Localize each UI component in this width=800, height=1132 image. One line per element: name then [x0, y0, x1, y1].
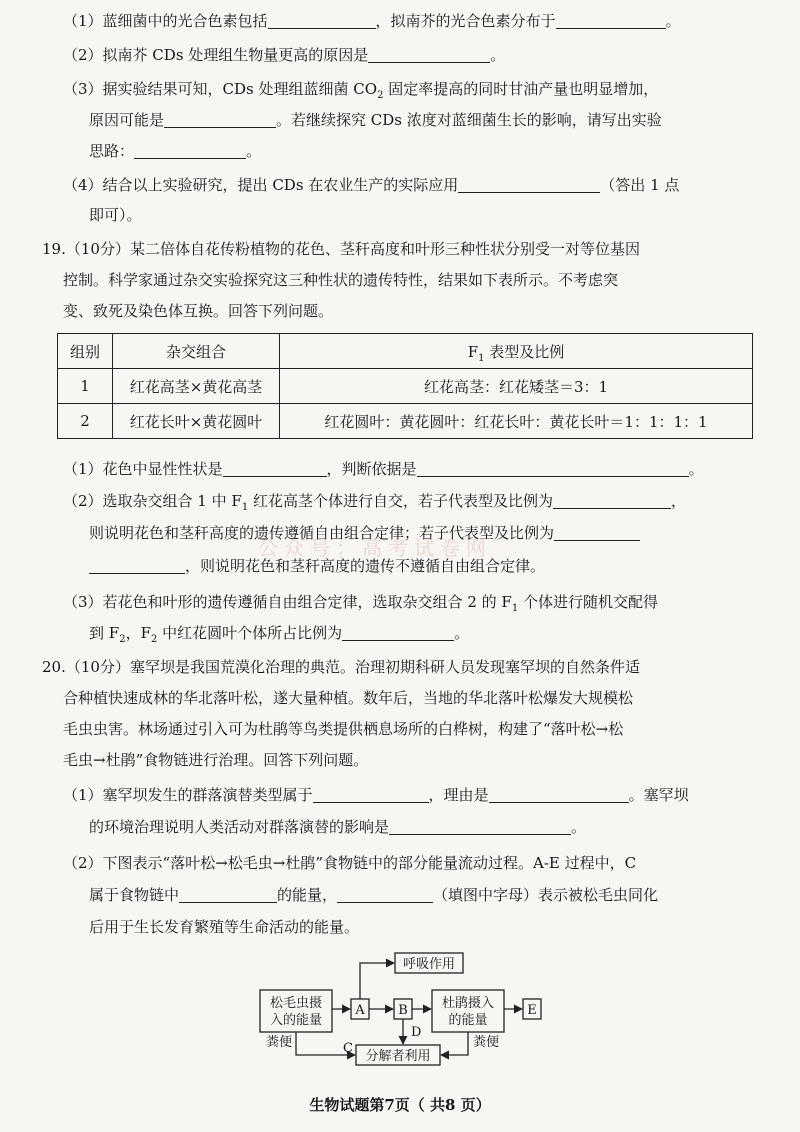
cuckoo-label-line1: 杜鹃摄入	[441, 996, 495, 1011]
q19-sub2-line3: ，则说明花色和茎秆高度的遗传不遵循自由组合定律。	[89, 555, 545, 577]
header-group: 组别	[58, 334, 113, 369]
cell-group: 1	[58, 369, 113, 404]
cell-group: 2	[58, 404, 113, 439]
header-cross: 杂交组合	[113, 334, 280, 369]
answer-blank[interactable]	[89, 557, 185, 574]
answer-blank[interactable]	[389, 818, 571, 835]
answer-blank[interactable]	[553, 492, 671, 509]
answer-blank[interactable]	[342, 624, 454, 641]
answer-blank[interactable]	[554, 524, 640, 541]
table-header-row	[58, 334, 753, 369]
q19-sub3-line2: 到 $F_2$，$F_2$ 中红花圆叶个体所占比例为 。	[89, 624, 470, 645]
q19-sub3-line1: （3）若花色和叶形的遗传遵循自由组合定律，选取杂交组合 2 的 $F_1$ 个体进行随机交配得	[63, 593, 658, 614]
q19-stem-line2: 控制。科学家通过杂交实验探究这三种性状的遗传特性，结果如下表所示。不考虑突	[63, 271, 619, 289]
q20-sub1-line1: （1）塞罕坝发生的群落演替类型属于 ，理由是 。塞罕坝	[63, 786, 689, 804]
q19-stem-line1: 19.（10分）某二倍体自花传粉植物的花色、茎秆高度和叶形三种性状分别受一对等位基因	[42, 240, 640, 258]
cell-cross: 红花长叶×黄花圆叶	[113, 404, 280, 439]
q19-sub2-line1: （2）选取杂交组合 1 中 $F_1$ 红花高茎个体进行自交，若子代表型及比例为 ，	[63, 492, 686, 513]
q20-sub1-line2: 的环境治理说明人类活动对群落演替的影响是 。	[89, 818, 587, 836]
energy-flow-diagram	[230, 948, 570, 1078]
answer-blank[interactable]	[134, 142, 246, 159]
q18-part4-line2: 即可）。	[89, 206, 142, 224]
answer-blank[interactable]	[556, 12, 666, 29]
decomposer-label: 分解者利用	[365, 1049, 431, 1064]
answer-blank[interactable]	[179, 886, 277, 903]
respiration-label: 呼吸作用	[402, 957, 456, 972]
answer-blank[interactable]	[489, 786, 629, 803]
q19-sub1: （1）花色中显性性状是 ，判断依据是 。	[63, 460, 704, 478]
q18-part3-line2: 原因可能是 。若继续探究 CDs 浓度对蓝细菌生长的影响，请写出实验	[89, 111, 662, 129]
q19-sub2-line2: 则说明花色和茎秆高度的遗传遵循自由组合定律；若子代表型及比例为	[89, 522, 640, 544]
answer-blank[interactable]	[223, 460, 327, 477]
answer-blank[interactable]	[368, 46, 490, 63]
page-footer: 生物试题第7页（ 共8 页）	[309, 1096, 491, 1114]
table-row	[58, 404, 753, 439]
answer-blank[interactable]	[164, 111, 276, 128]
cuckoo-label-line2: 的能量	[448, 1013, 488, 1028]
answer-blank[interactable]	[268, 12, 376, 29]
q18-part4-line1: （4）结合以上实验研究，提出 CDs 在农业生产的实际应用 （答出 1 点	[63, 176, 680, 194]
q20-stem-line1: 20.（10分）塞罕坝是我国荒漠化治理的典范。治理初期科研人员发现塞罕坝的自然条件适	[42, 658, 640, 676]
label-c: C	[343, 1041, 353, 1056]
q20-sub2-line1: （2）下图表示“落叶松→松毛虫→杜鹃”食物链中的部分能量流动过程。A-E 过程中，C	[63, 854, 637, 872]
cell-result: 红花高茎：红花矮茎＝3：1	[280, 369, 753, 404]
feces-label-right: 粪便	[473, 1035, 500, 1050]
q20-stem-line4: 毛虫→杜鹃”食物链进行治理。回答下列问题。	[63, 751, 369, 769]
answer-blank[interactable]	[417, 460, 689, 477]
q18-part3-line1: （3）据实验结果可知，CDs 处理组蓝细菌 $CO_2$ 固定率提高的同时甘油产量也明显增加，	[63, 80, 659, 101]
q18-part2: （2）拟南芥 CDs 处理组生物量更高的原因是 。	[63, 46, 506, 64]
q20-stem-line2: 合种植快速成林的华北落叶松，遂大量种植。数年后，当地的华北落叶松爆发大规模松	[63, 689, 634, 707]
box1-label-line2: 入的能量	[269, 1013, 323, 1028]
label-a: A	[355, 1003, 365, 1018]
cross-results-table	[57, 333, 753, 439]
header-f1: $F_1$ 表型及比例	[280, 334, 753, 369]
q18-part3-line3: 思路： 。	[89, 142, 262, 160]
q20-sub2-line2: 属于食物链中 的能量， （填图中字母）表示被松毛虫同化	[89, 886, 659, 904]
cell-result: 红花圆叶：黄花圆叶：红花长叶：黄花长叶＝1：1：1：1	[280, 404, 753, 439]
label-b: B	[398, 1003, 408, 1018]
label-d: D	[411, 1025, 422, 1040]
box1-label-line1: 松毛虫摄	[269, 996, 323, 1011]
q18-part1: （1）蓝细菌中的光合色素包括 ，拟南芥的光合色素分布于 。	[63, 12, 681, 30]
answer-blank[interactable]	[313, 786, 429, 803]
answer-blank[interactable]	[458, 176, 600, 193]
q20-stem-line3: 毛虫虫害。林场通过引入可为杜鹃等鸟类提供栖息场所的白桦树，构建了“落叶松→松	[63, 720, 624, 738]
cell-cross: 红花高茎×黄花高茎	[113, 369, 280, 404]
q20-sub2-line3: 后用于生长发育繁殖等生命活动的能量。	[89, 918, 360, 936]
feces-label-left: 粪便	[266, 1035, 293, 1050]
watermark: 公众号：高考试卷网	[258, 536, 492, 560]
table-row	[58, 369, 753, 404]
answer-blank[interactable]	[337, 886, 433, 903]
q19-stem-line3: 变、致死及染色体互换。回答下列问题。	[63, 302, 334, 320]
label-e: E	[527, 1003, 537, 1018]
